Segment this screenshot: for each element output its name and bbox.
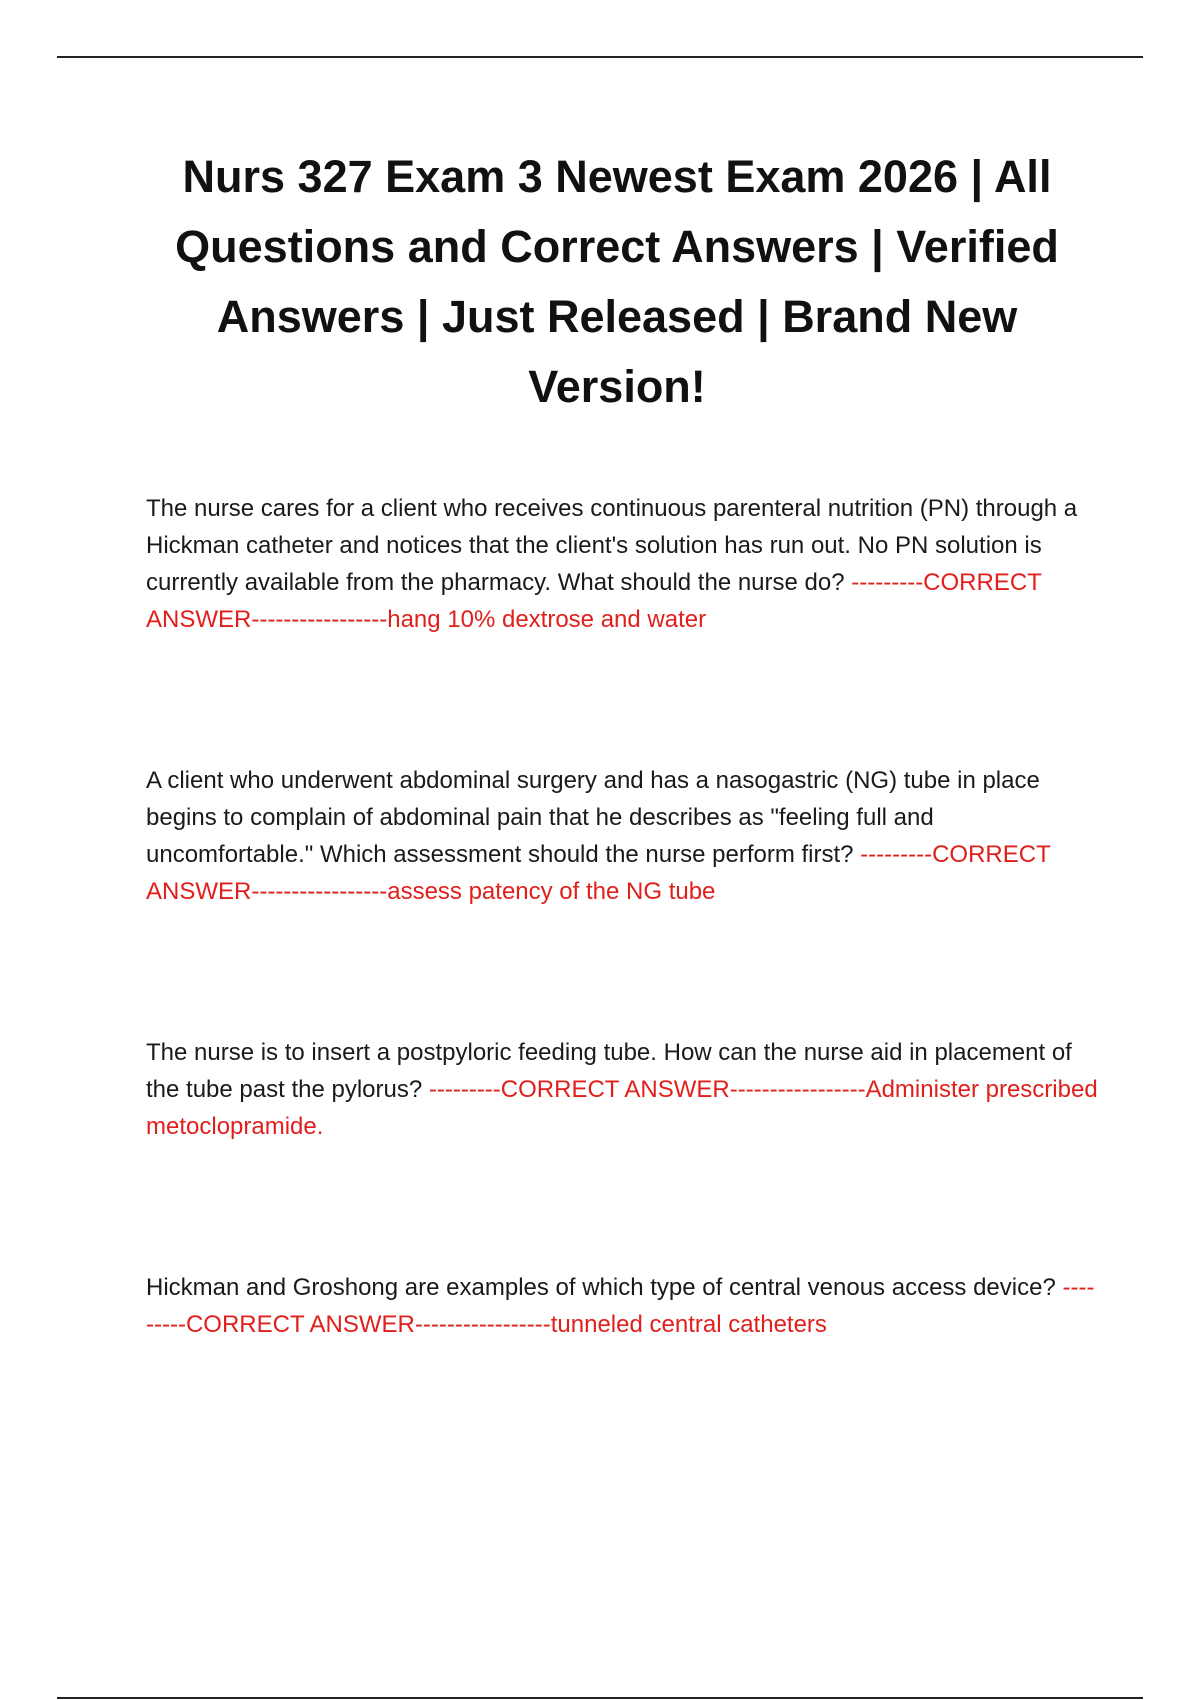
question-text: The nurse cares for a client who receives continuous parenteral nutrition (PN) through a Hickman catheter and notices that the client's solution has run out. No PN solution is currently available from the pharmacy. What should the nurse do?: [146, 495, 1078, 596]
question-text: The nurse is to insert a postpyloric feeding tube. How can the nurse aid in placement of the tube past the pylorus?: [146, 1039, 1072, 1103]
qa-item: [146, 762, 1101, 910]
answer-text: tunneled central catheters: [550, 1311, 827, 1338]
answer-marker: ---------CORRECT ANSWER-----------------: [146, 569, 1042, 633]
qa-item: [146, 1034, 1101, 1145]
bottom-divider: [57, 1697, 1143, 1699]
answer-marker: ---------CORRECT ANSWER-----------------: [146, 841, 1051, 905]
answer-text: Administer prescribed metoclopramide.: [146, 1076, 1098, 1140]
qa-item: [146, 1269, 1101, 1343]
answer-text: assess patency of the NG tube: [387, 878, 716, 905]
question-text: A client who underwent abdominal surgery and has a nasogastric (NG) tube in place begins to complain of abdominal pain that he describes as "feeling full and uncomfortable." Which assessment should the nurse perform first?: [146, 767, 1040, 868]
answer-marker: ---------CORRECT ANSWER-----------------: [146, 1274, 1095, 1338]
qa-item: [146, 490, 1101, 638]
answer-text: hang 10% dextrose and water: [387, 606, 707, 633]
answer-marker: ---------CORRECT ANSWER-----------------: [428, 1076, 866, 1103]
question-text: Hickman and Groshong are examples of which type of central venous access device?: [146, 1274, 1056, 1301]
top-divider: [57, 56, 1143, 58]
document-title: Nurs 327 Exam 3 Newest Exam 2026 | All Questions and Correct Answers | Verified Answers | Just Released | Brand New Version!: [175, 151, 1059, 412]
